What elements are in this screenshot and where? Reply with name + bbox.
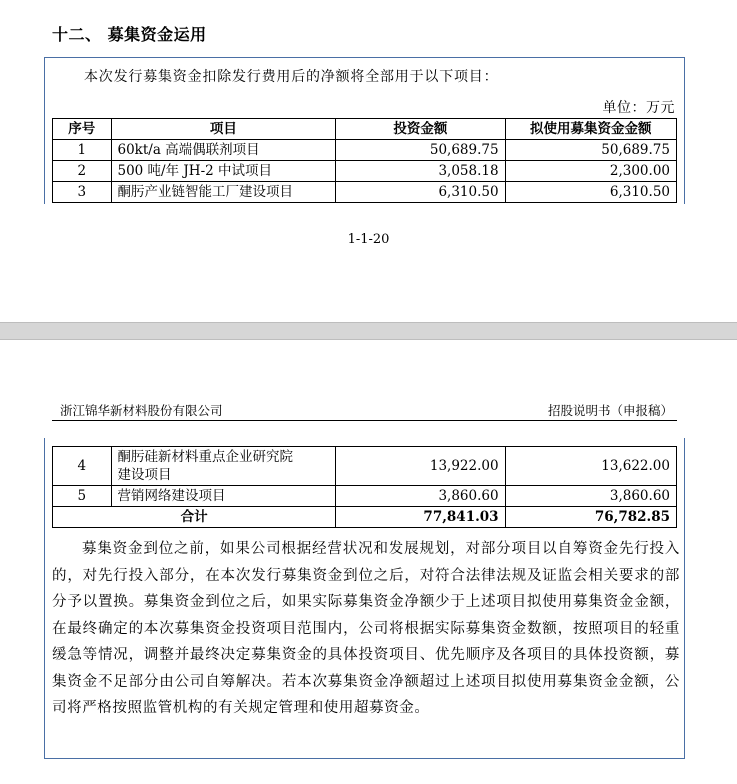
cell-investment: 3,058.18 xyxy=(336,161,505,182)
table-row xyxy=(53,140,677,161)
cell-investment: 50,689.75 xyxy=(336,140,505,161)
cell-no: 1 xyxy=(53,140,112,161)
page-gap xyxy=(0,322,737,340)
document-name: 招股说明书（申报稿） xyxy=(547,403,673,418)
table-row xyxy=(53,182,677,203)
cell-planned-use: 3,860.60 xyxy=(505,486,676,507)
table-header-row xyxy=(53,119,677,140)
cell-planned-use: 50,689.75 xyxy=(505,140,676,161)
cell-investment: 3,860.60 xyxy=(336,486,505,507)
cell-project: 500 吨/年 JH-2 中试项目 xyxy=(111,161,336,182)
table-row xyxy=(53,161,677,182)
page-number: 1-1-20 xyxy=(347,232,390,247)
header-divider xyxy=(52,420,677,421)
cell-project: 60kt/a 高端偶联剂项目 xyxy=(111,140,336,161)
fund-usage-table xyxy=(52,118,677,203)
header-project: 项目 xyxy=(111,119,336,140)
body-paragraph: 募集资金到位之前，如果公司根据经营状况和发展规划，对部分项目以自筹资金先行投入的，对先行投入部分，在本次发行募集资金到位之后，对符合法律法规及证监会相关要求的部分予以置换。募集资金到位之后，如果实际募集资金净额少于上述项目拟使用募集资金金额，在最终确定的本次募集资金投资项目范围内，公司将根据实际募集资金数额，按照项目的轻重缓急等情况，调整并最终决定募集资金的具体投资项目、优先顺序及各项目的具体投资额，募集资金不足部分由公司自筹解决。若本次募集资金净额超过上述项目拟使用募集资金金额，公司将严格按照监管机构的有关规定管理和使用超募资金。 xyxy=(52,541,680,716)
cell-no: 3 xyxy=(53,182,112,203)
cell-investment: 6,310.50 xyxy=(336,182,505,203)
cell-project: 酮肟产业链智能工厂建设项目 xyxy=(111,182,336,203)
header-investment: 投资金额 xyxy=(336,119,505,140)
total-investment: 77,841.03 xyxy=(336,507,505,528)
fund-usage-table-continued xyxy=(52,446,677,528)
total-label: 合计 xyxy=(53,507,336,528)
header-planned-use: 拟使用募集资金金额 xyxy=(505,119,676,140)
cell-no: 5 xyxy=(53,486,112,507)
unit-label: 单位：万元 xyxy=(602,100,675,116)
cell-project xyxy=(111,447,336,486)
cell-project-line1: 酮肟硅新材料重点企业研究院 xyxy=(117,449,293,465)
cell-no: 4 xyxy=(53,447,112,486)
cell-investment: 13,922.00 xyxy=(336,447,505,486)
total-planned-use: 76,782.85 xyxy=(505,507,676,528)
table-row xyxy=(53,447,677,486)
intro-text: 本次发行募集资金扣除发行费用后的净额将全部用于以下项目： xyxy=(84,69,499,85)
cell-planned-use: 13,622.00 xyxy=(505,447,676,486)
cell-project: 营销网络建设项目 xyxy=(111,486,336,507)
cell-planned-use: 2,300.00 xyxy=(505,161,676,182)
section-heading: 十二、 募集资金运用 xyxy=(52,25,207,44)
table-row xyxy=(53,486,677,507)
cell-planned-use: 6,310.50 xyxy=(505,182,676,203)
table-total-row xyxy=(53,507,677,528)
cell-no: 2 xyxy=(53,161,112,182)
company-name: 浙江锦华新材料股份有限公司 xyxy=(60,403,223,418)
header-no: 序号 xyxy=(53,119,112,140)
cell-project-line2: 建设项目 xyxy=(117,467,172,483)
